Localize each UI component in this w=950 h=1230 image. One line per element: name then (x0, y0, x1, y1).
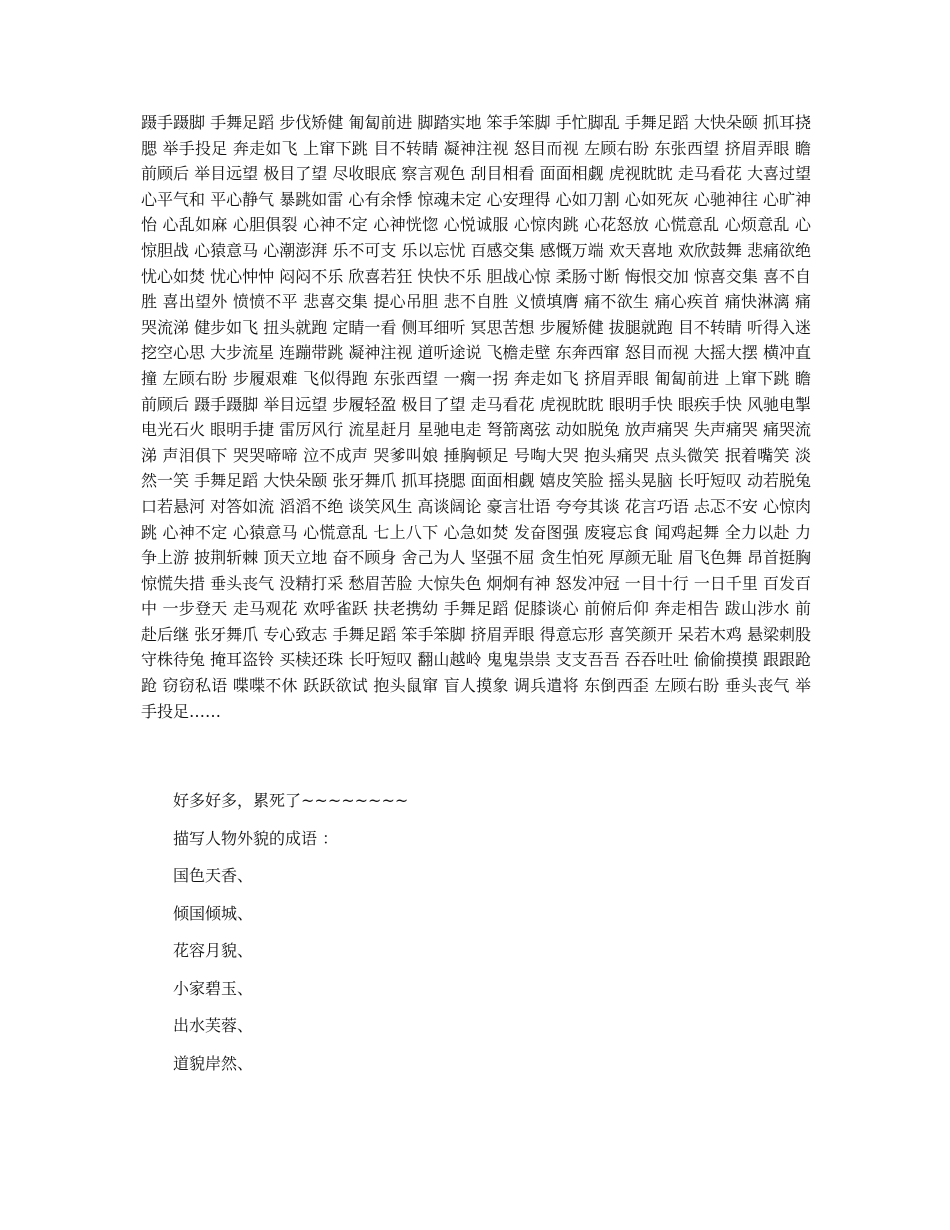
appearance-idiom-item: 倾国倾城、 (173, 903, 254, 923)
appearance-idiom-item: 小家碧玉、 (173, 978, 254, 998)
appearance-idiom-item: 出水芙蓉、 (173, 1016, 254, 1035)
idiom-list-paragraph: 蹑手蹑脚 手舞足蹈 步伐矫健 匍匐前进 脚踏实地 笨手笨脚 手忙脚乱 手舞足蹈 大快朵颐 抓耳挠腮 举手投足 奔走如飞 上窜下跳 目不转睛 凝神注视 怒目而视 左顾右盼 东张西望 挤眉弄眼 瞻前顾后 举目远望 极目了望 尽收眼底 察言观色 刮目相看 面面相觑 虎视眈眈 走马看花 大喜过望 心平气和 平心静气 暴跳如雷 心有余悸 惊魂未定 心安理得 心如刀割 心如死灰 心驰神往 心旷神怡 心乱如麻 心胆俱裂 心神不定 心神恍惚 心悦诚服 心惊肉跳 心花怒放 心慌意乱 心烦意乱 心惊胆战 心猿意马 心潮澎湃 乐不可支 乐以忘忧 百感交集 感慨万端 欢天喜地 欢欣鼓舞 悲痛欲绝 忧心如焚 忧心忡忡 闷闷不乐 欣喜若狂 快快不乐 胆战心惊 柔肠寸断 悔恨交加 惊喜交集 喜不自胜 喜出望外 愤愤不平 悲喜交集 提心吊胆 悲不自胜 义愤填膺 痛不欲生 痛心疾首 痛快淋漓 痛哭流涕 健步如飞 扭头就跑 定睛一看 侧耳细听 冥思苦想 步履矫健 拔腿就跑 目不转睛 听得入迷 挖空心思 大步流星 连蹦带跳 凝神注视 道听途说 飞檐走壁 东奔西窜 怒目而视 大摇大摆 横冲直撞 左顾右盼 步履艰难 飞似得跑 东张西望 一瘸一拐 奔走如飞 挤眉弄眼 匍匐前进 上窜下跳 瞻前顾后 蹑手蹑脚 举目远望 步履轻盈 极目了望 走马看花 虎视眈眈 眼明手快 眼疾手快 风驰电掣 电光石火 眼明手捷 雷厉风行 流星赶月 星驰电走 弩箭离弦 动如脱兔 放声痛哭 失声痛哭 痛哭流涕 声泪俱下 哭哭啼啼 泣不成声 哭爹叫娘 捶胸顿足 号啕大哭 抱头痛哭 点头微笑 抿着嘴笑 淡然一笑 手舞足蹈 大快朵颐 张牙舞爪 抓耳挠腮 面面相觑 嬉皮笑脸 摇头晃脑 长吁短叹 动若脱兔 口若悬河 对答如流 滔滔不绝 谈笑风生 高谈阔论 豪言壮语 夸夸其谈 花言巧语 忐忑不安 心惊肉跳 心神不定 心猿意马 心慌意乱 七上八下 心急如焚 发奋图强 废寝忘食 闻鸡起舞 全力以赴 力争上游 披荆斩棘 顶天立地 奋不顾身 舍己为人 坚强不屈 贪生怕死 厚颜无耻 眉飞色舞 昂首挺胸 惊慌失措 垂头丧气 没精打采 愁眉苦脸 大惊失色 炯炯有神 怒发冲冠 一目十行 一日千里 百发百中 一步登天 走马观花 欢呼雀跃 扶老携幼 手舞足蹈 促膝谈心 前俯后仰 奔走相告 跋山涉水 前赴后继 张牙舞爪 专心致志 手舞足蹈 笨手笨脚 挤眉弄眼 得意忘形 喜笑颜开 呆若木鸡 悬梁刺股 守株待兔 掩耳盗铃 买椟还珠 长吁短叹 翻山越岭 鬼鬼祟祟 支支吾吾 吞吞吐吐 偷偷摸摸 跟跟跄跄 窃窃私语 喋喋不休 跃跃欲试 抱头鼠窜 盲人摸象 调兵遣将 东倒西歪 左顾右盼 垂头丧气 举手投足…… (141, 113, 811, 721)
appearance-idiom-item: 道貌岸然、 (173, 1053, 254, 1073)
comment-line: 好多好多，累死了~~~~~~~~ (173, 791, 409, 810)
appearance-idiom-item: 国色天香、 (173, 866, 254, 885)
appearance-idiom-item: 花容月貌、 (173, 941, 254, 960)
section-heading: 描写人物外貌的成语 ： (173, 828, 339, 848)
appearance-idioms-section (173, 791, 673, 1091)
